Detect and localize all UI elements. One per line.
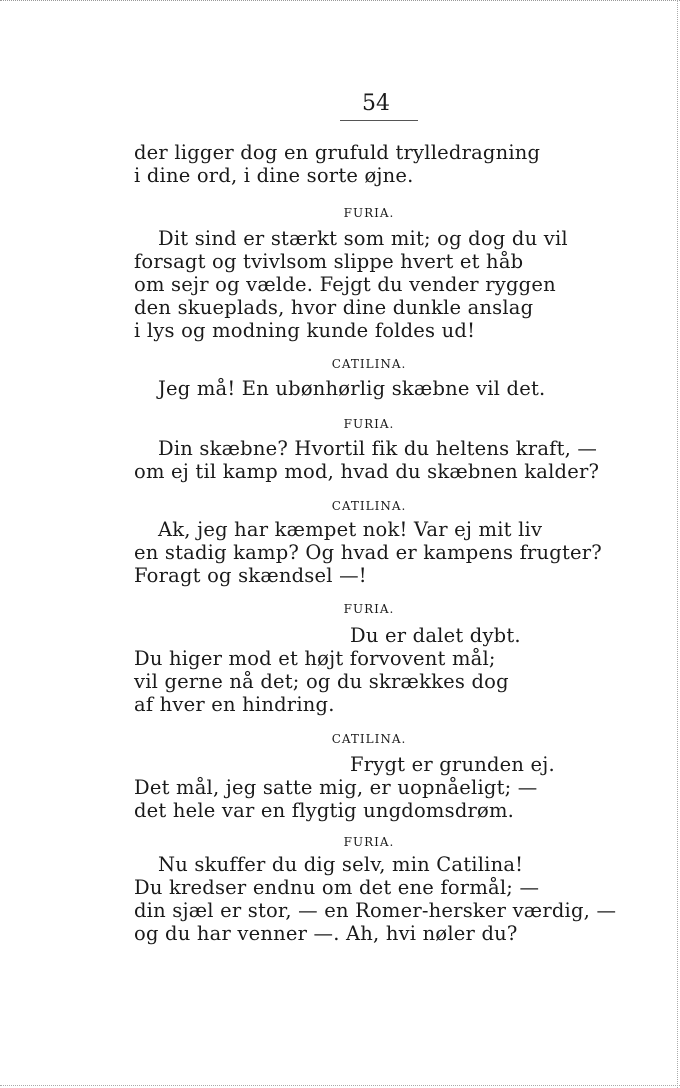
verse-line: Nu skuffer du dig selv, min Catilina! xyxy=(158,853,524,876)
page-number-rule xyxy=(340,120,418,121)
verse-line: den skueplads, hvor dine dunkle anslag xyxy=(134,296,534,319)
speaker-name: FURIA. xyxy=(343,835,395,849)
verse-block xyxy=(134,753,604,822)
verse-block xyxy=(134,141,604,187)
verse-line: i dine ord, i dine sorte øjne. xyxy=(134,164,414,187)
verse-line: og du har venner —. Ah, hvi nøler du? xyxy=(134,922,518,945)
verse-block xyxy=(134,518,604,587)
verse-line: om sejr og vælde. Fejgt du vender ryggen xyxy=(134,273,556,296)
speaker-heading xyxy=(134,356,604,372)
verse-line: din sjæl er stor, — en Romer-hersker værdig, — xyxy=(134,899,617,922)
speaker-heading xyxy=(134,601,604,617)
page-border-top xyxy=(0,0,680,1)
speaker-heading xyxy=(134,731,604,747)
verse-block xyxy=(134,437,604,483)
verse-block xyxy=(134,227,604,342)
verse-line: vil gerne nå det; og du skrækkes dog xyxy=(134,670,509,693)
verse-line: Din skæbne? Hvortil fik du heltens kraft, — xyxy=(158,437,598,460)
verse-line: Ak, jeg har kæmpet nok! Var ej mit liv xyxy=(158,518,543,541)
verse-line: Du higer mod et højt forvovent mål; xyxy=(134,647,496,670)
page-number: 54 xyxy=(362,91,390,116)
verse-line: Dit sind er stærkt som mit; og dog du vil xyxy=(158,227,568,250)
speaker-name: FURIA. xyxy=(343,417,395,431)
verse-line: forsagt og tvivlsom slippe hvert et håb xyxy=(134,250,524,273)
speaker-name: CATILINA. xyxy=(331,499,407,513)
speaker-name: CATILINA. xyxy=(331,732,407,746)
speaker-heading xyxy=(134,205,604,221)
verse-line: Foragt og skændsel —! xyxy=(134,564,367,587)
verse-line: i lys og modning kunde foldes ud! xyxy=(134,319,476,342)
verse-block xyxy=(134,853,617,945)
verse-line: det hele var en flygtig ungdomsdrøm. xyxy=(134,799,515,822)
speaker-name: FURIA. xyxy=(343,206,395,220)
verse-line: Du er dalet dybt. xyxy=(350,624,521,647)
speaker-heading xyxy=(134,416,604,432)
verse-block xyxy=(134,624,604,716)
verse-block xyxy=(134,377,604,400)
verse-line: af hver en hindring. xyxy=(134,693,335,716)
verse-line: Frygt er grunden ej. xyxy=(350,753,555,776)
speaker-name: FURIA. xyxy=(343,602,395,616)
verse-line: Du kredser endnu om det ene formål; — xyxy=(134,876,540,899)
verse-line: der ligger dog en grufuld trylledragning xyxy=(134,141,541,164)
verse-line: Det mål, jeg satte mig, er uopnåeligt; — xyxy=(134,776,538,799)
speaker-heading xyxy=(134,834,604,850)
page-border-right xyxy=(677,0,678,1088)
speaker-name: CATILINA. xyxy=(331,357,407,371)
verse-line: om ej til kamp mod, hvad du skæbnen kalder? xyxy=(134,460,600,483)
verse-line: Jeg må! En ubønhørlig skæbne vil det. xyxy=(158,377,546,400)
page-border-bottom xyxy=(0,1085,680,1086)
speaker-heading xyxy=(134,498,604,514)
verse-line: en stadig kamp? Og hvad er kampens frugter? xyxy=(134,541,602,564)
